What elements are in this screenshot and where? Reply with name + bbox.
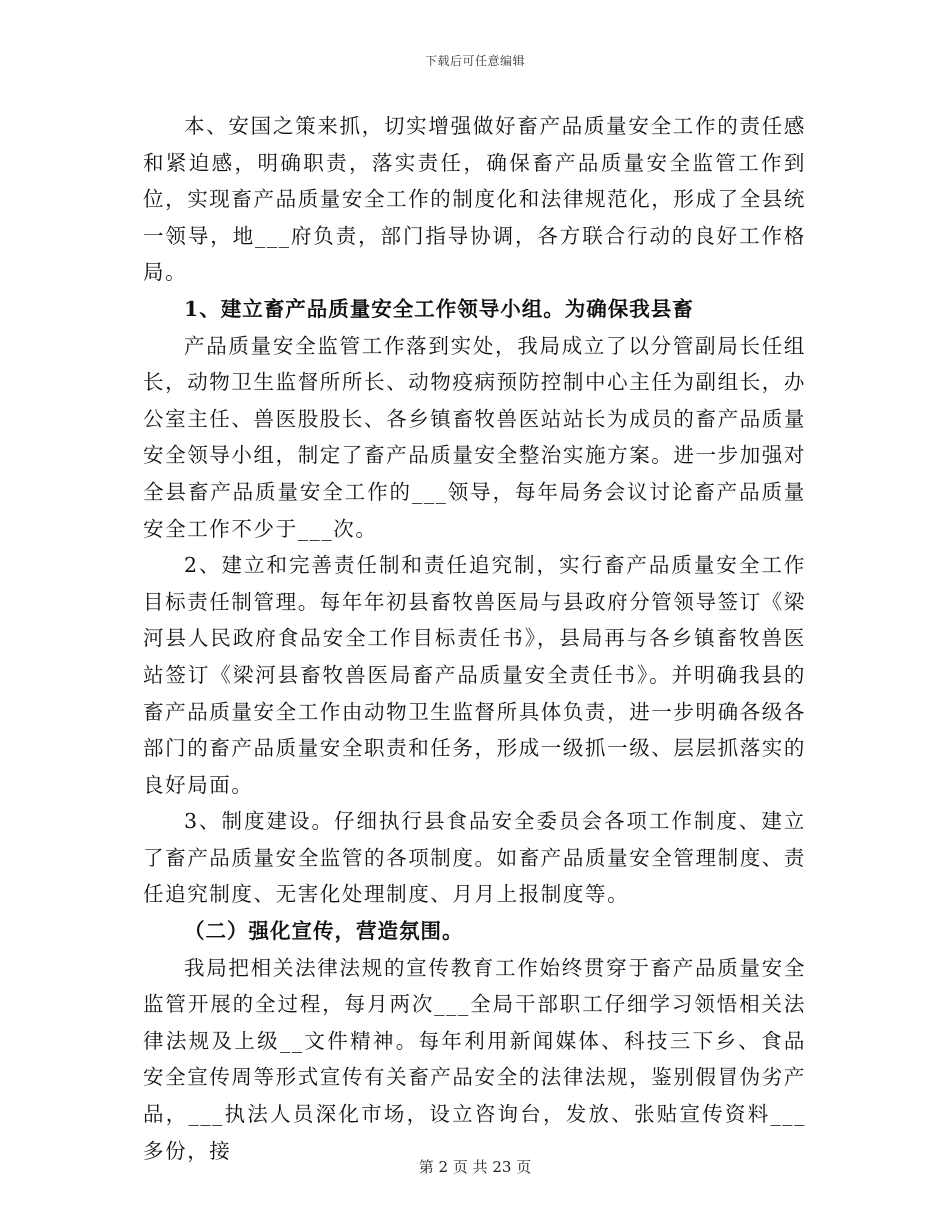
- heading-leadership-group: 1、建立畜产品质量安全工作领导小组。为确保我县畜: [184, 296, 694, 321]
- paragraph-system-building: 3、制度建设。仔细执行县食品安全委员会各项工作制度、建立了畜产品质量安全监管的各项制度。如畜产品质量安全管理制度、责任追究制度、无害化处理制度、月月上报制度等。: [143, 809, 806, 907]
- heading-publicity: （二）强化宣传，营造氛围。: [184, 919, 464, 944]
- page-header: 下载后可任意编辑: [424, 54, 525, 68]
- paragraph-responsibility: 2、建立和完善责任制和责任追究制，实行畜产品质量安全工作目标责任制管理。每年年初县畜牧兽医局与县政府分管领导签订《梁河县人民政府食品安全工作目标责任书》，县局再与各乡镇畜牧兽医站签订《梁河县畜牧兽医局畜产品质量安全责任书》。并明确我县的畜产品质量安全工作由动物卫生监督所具体负责，进一步明确各级各部门的畜产品质量安全职责和任务，形成一级抓一级、层层抓落实的良好局面。: [143, 553, 806, 797]
- paragraph-publicity: 我局把相关法律法规的宣传教育工作始终贯穿于畜产品质量安全监管开展的全过程，每月两次___全局干部职工仔细学习领悟相关法律法规及上级__文件精神。每年利用新闻媒体、科技三下乡、食品安全宣传周等形式宣传有关畜产品安全的法律法规，鉴别假冒伪劣产品，___执法人员深化市场，设立咨询台，发放、张贴宣传资料___多份，接: [143, 955, 806, 1163]
- paragraph-leadership-group: 产品质量安全监管工作落到实处，我局成立了以分管副局长任组长，动物卫生监督所所长、动物疫病预防控制中心主任为副组长，办公室主任、兽医股股长、各乡镇畜牧兽医站站长为成员的畜产品质量安全领导小组，制定了畜产品质量安全整治实施方案。进一步加强对全县畜产品质量安全工作的___领导，每年局务会议讨论畜产品质量安全工作不少于___次。: [143, 333, 806, 541]
- paragraph-intro: 本、安国之策来抓，切实增强做好畜产品质量安全工作的责任感和紧迫感，明确职责，落实责任，确保畜产品质量安全监管工作到位，实现畜产品质量安全工作的制度化和法律规范化，形成了全县统一领导，地___府负责，部门指导协调，各方联合行动的良好工作格局。: [143, 114, 806, 285]
- document-body: [143, 108, 806, 1169]
- page-number: 第 2 页 共 23 页: [418, 1158, 532, 1176]
